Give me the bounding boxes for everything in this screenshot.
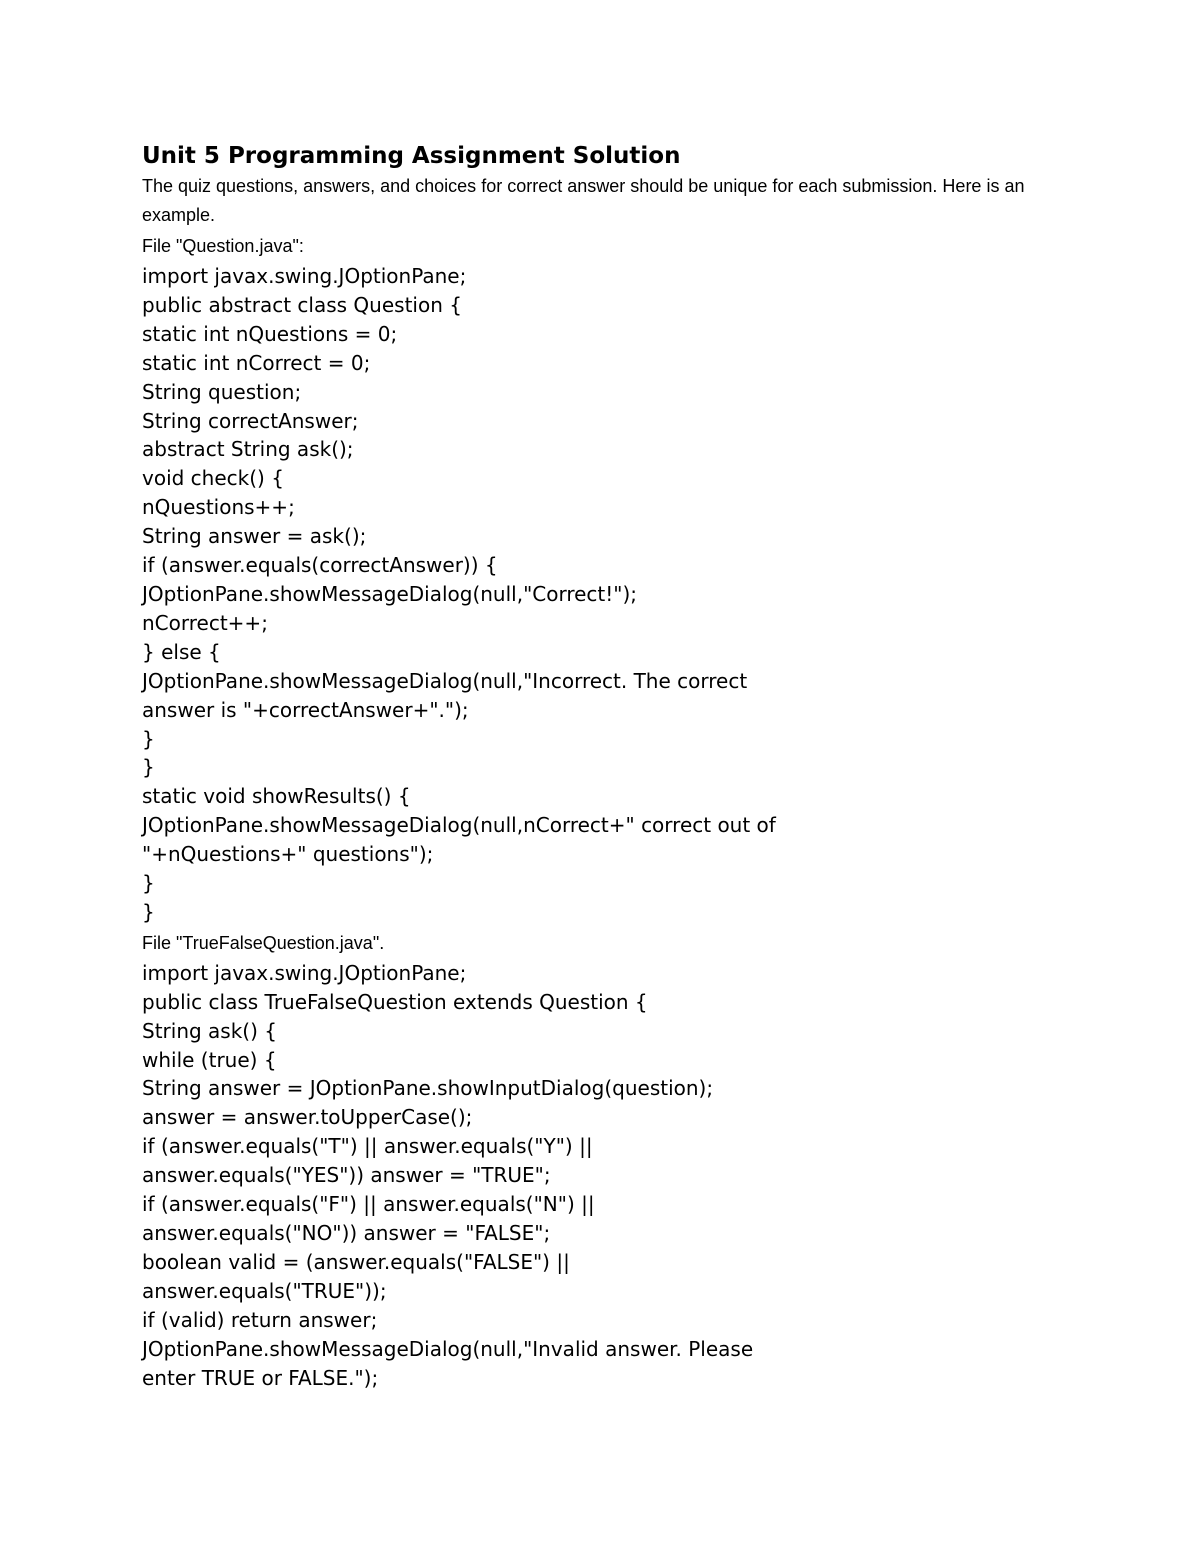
- code-line: import javax.swing.JOptionPane;: [142, 264, 467, 288]
- code-line: static void showResults() {: [142, 784, 411, 809]
- code-line: String question;: [142, 379, 302, 404]
- code-line: static int nQuestions = 0;: [142, 321, 398, 346]
- file-label-question-java: File "Question.java":: [142, 236, 304, 256]
- code-line: public abstract class Question {: [142, 292, 462, 317]
- code-line: String answer = ask();: [142, 524, 367, 549]
- code-line: String ask() {: [142, 1018, 277, 1043]
- code-line: answer = answer.toUpperCase();: [142, 1105, 473, 1130]
- code-line: JOptionPane.showMessageDialog(null,nCorrect+" correct out of: [142, 813, 776, 838]
- code-line: if (answer.equals(correctAnswer)) {: [142, 553, 498, 578]
- code-line: static int nCorrect = 0;: [142, 350, 371, 375]
- code-block-truefalsequestion-java: [142, 959, 1072, 1393]
- code-line: answer.equals("TRUE"));: [142, 1278, 387, 1303]
- code-line: abstract String ask();: [142, 437, 354, 462]
- code-line: answer.equals("YES")) answer = "TRUE";: [142, 1163, 551, 1188]
- code-line: answer.equals("NO")) answer = "FALSE";: [142, 1221, 551, 1245]
- code-line: }: [142, 871, 155, 896]
- document-body: [142, 140, 1072, 1392]
- code-line: }: [142, 755, 155, 780]
- code-line: while (true) {: [142, 1047, 277, 1072]
- code-line: }: [142, 899, 155, 924]
- code-line: void check() {: [142, 466, 284, 491]
- code-line: nCorrect++;: [142, 610, 268, 635]
- code-line: }: [142, 726, 155, 751]
- code-line: "+nQuestions+" questions");: [142, 842, 434, 867]
- document-title: Unit 5 Programming Assignment Solution: [142, 143, 681, 169]
- code-line: String answer = JOptionPane.showInputDialog(question);: [142, 1076, 714, 1101]
- code-line: JOptionPane.showMessageDialog(null,"Invalid answer. Please: [142, 1336, 754, 1361]
- intro-paragraph: The quiz questions, answers, and choices for correct answer should be unique for each submission. Here is an example.: [142, 176, 1025, 225]
- code-line: boolean valid = (answer.equals("FALSE") ||: [142, 1249, 570, 1274]
- code-line: if (answer.equals("F") || answer.equals("N") ||: [142, 1192, 595, 1217]
- code-line: JOptionPane.showMessageDialog(null,"Correct!");: [142, 581, 638, 606]
- code-line: } else {: [142, 639, 221, 664]
- code-line: String correctAnswer;: [142, 408, 359, 433]
- file-label-truefalsequestion-java: File "TrueFalseQuestion.java".: [142, 932, 385, 953]
- code-line: JOptionPane.showMessageDialog(null,"Incorrect. The correct: [142, 668, 748, 693]
- code-line: if (answer.equals("T") || answer.equals("Y") ||: [142, 1134, 593, 1159]
- code-line: public class TrueFalseQuestion extends Question {: [142, 989, 648, 1014]
- code-line: import javax.swing.JOptionPane;: [142, 960, 467, 985]
- code-line: nQuestions++;: [142, 495, 295, 520]
- code-line: answer is "+correctAnswer+".");: [142, 697, 469, 722]
- code-block-question-java: [142, 262, 1072, 927]
- code-line: enter TRUE or FALSE.");: [142, 1365, 379, 1390]
- code-line: if (valid) return answer;: [142, 1307, 378, 1332]
